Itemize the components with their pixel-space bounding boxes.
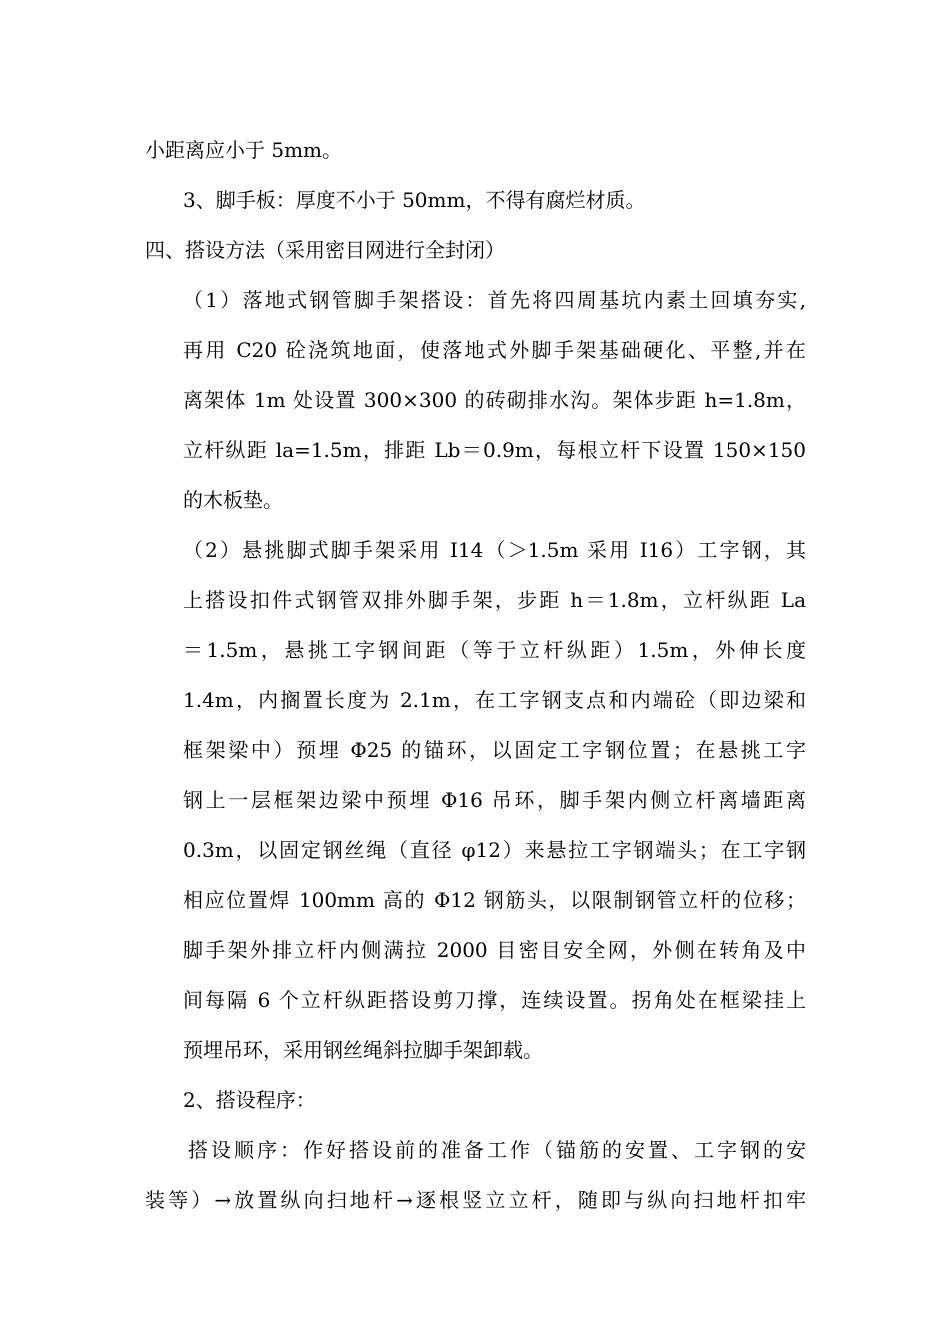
text-line-9: （2）悬挑脚式脚手架采用 I14（＞1.5m 采用 I16）工字钢，其 [183,538,806,562]
text-line-2: 3、脚手板：厚度不小于 50mm，不得有腐烂材质。 [183,188,646,212]
text-line-22: 装等）→放置纵向扫地杆→逐根竖立立杆，随即与纵向扫地杆扣牢 [145,1188,806,1212]
text-line-10: 上搭设扣件式钢管双排外脚手架，步距 h＝1.8m，立杆纵距 La [183,588,806,612]
text-line-8: 的木板垫。 [183,488,283,512]
text-line-6: 离架体 1m 处设置 300×300 的砖砌排水沟。架体步距 h=1.8m， [183,388,806,412]
text-line-11: ＝1.5m，悬挑工字钢间距（等于立杆纵距）1.5m，外伸长度 [183,638,806,662]
subsection-heading: 2、搭设程序： [183,1088,316,1112]
text-line-1: 小距离应小于 5mm。 [145,138,343,162]
text-line-15: 0.3m，以固定钢丝绳（直径 φ12）来悬拉工字钢端头；在工字钢 [183,838,806,862]
text-line-19: 预埋吊环，采用钢丝绳斜拉脚手架卸载。 [183,1038,543,1062]
text-line-4: （1）落地式钢管脚手架搭设：首先将四周基坑内素土回填夯实, [183,288,806,312]
text-line-21: 搭设顺序：作好搭设前的准备工作（锚筋的安置、工字钢的安 [188,1138,806,1162]
text-line-16: 相应位置焊 100mm 高的 Φ12 钢筋头，以限制钢管立杆的位移； [183,888,806,912]
text-line-13: 框架梁中）预埋 Φ25 的锚环，以固定工字钢位置；在悬挑工字 [183,738,806,762]
text-line-14: 钢上一层框架边梁中预埋 Φ16 吊环，脚手架内侧立杆离墙距离 [183,788,806,812]
text-line-12: 1.4m，内搁置长度为 2.1m，在工字钢支点和内端砼（即边梁和 [183,688,806,712]
text-line-5: 再用 C20 砼浇筑地面，使落地式外脚手架基础硬化、平整,并在 [183,338,806,362]
text-line-18: 间每隔 6 个立杆纵距搭设剪刀撑，连续设置。拐角处在框梁挂上 [183,988,806,1012]
text-line-17: 脚手架外排立杆内侧满拉 2000 目密目安全网，外侧在转角及中 [183,938,806,962]
section-heading: 四、搭设方法（采用密目网进行全封闭） [145,238,505,262]
text-line-7: 立杆纵距 la=1.5m，排距 Lb＝0.9m，每根立杆下设置 150×150 [183,438,806,462]
